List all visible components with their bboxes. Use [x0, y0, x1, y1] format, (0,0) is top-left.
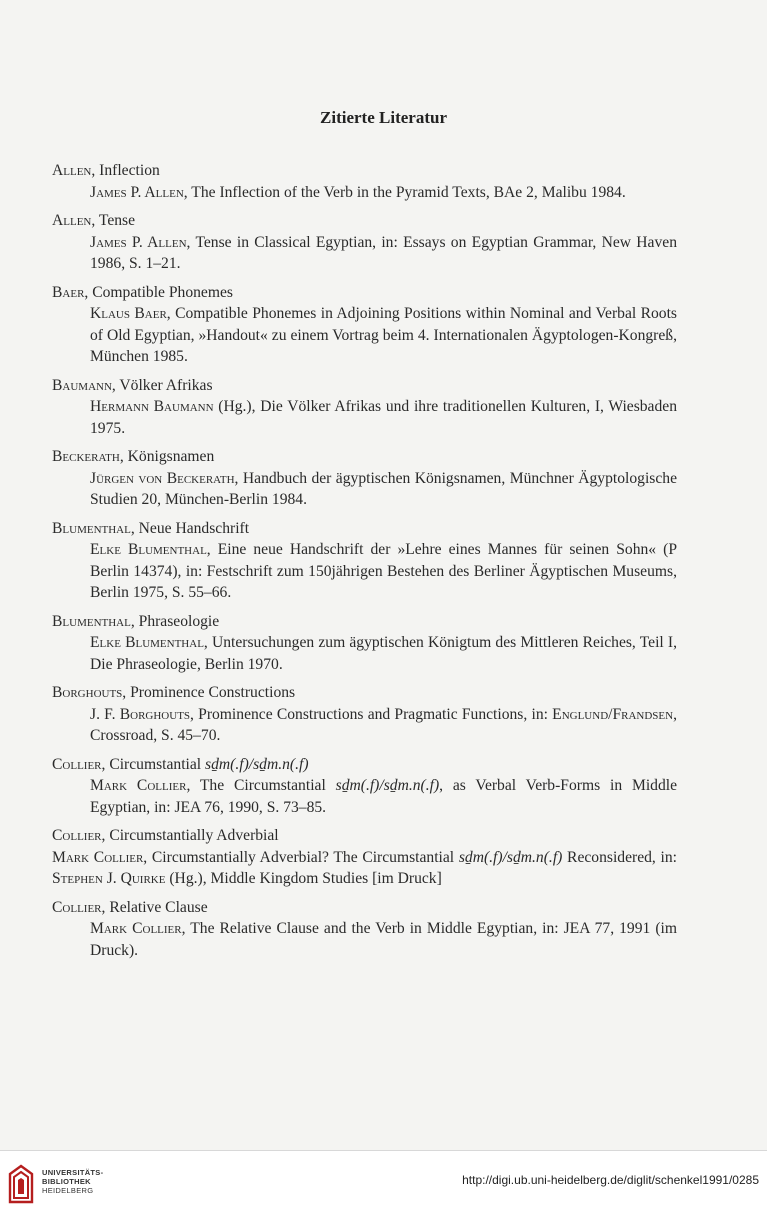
entry-short-title: Blumenthal, Phraseologie	[52, 612, 220, 630]
bibliography-entry	[52, 375, 677, 440]
entry-citation: J. F. Borghouts, Prominence Constructions and Pragmatic Functions, in: Englund/Frandsen, Crossroad, S. 45–70.	[90, 705, 677, 744]
entry-citation: Klaus Baer, Compatible Phonemes in Adjoining Positions within Nominal and Verbal Roots of Old Egyptian, »Handout« zu einem Vortrag beim 4. Internationalen Ägyptologen-Kongreß, München 1985.	[90, 305, 677, 365]
bibliography-entry	[52, 682, 677, 747]
bibliography-entry	[52, 611, 677, 676]
entry-short-title: Allen, Inflection	[52, 162, 160, 179]
library-logo-text	[42, 1168, 103, 1195]
entry-short-title: Baer, Compatible Phonemes	[52, 283, 233, 301]
library-logo-icon	[8, 1164, 34, 1204]
entry-citation: Mark Collier, The Relative Clause and the Verb in Middle Egyptian, in: JEA 77, 1991 (im Druck).	[90, 920, 677, 959]
entry-citation: James P. Allen, Tense in Classical Egyptian, in: Essays on Egyptian Grammar, New Haven 1986, S. 1–21.	[90, 233, 677, 272]
entry-citation: Elke Blumenthal, Untersuchungen zum ägyptischen Königtum des Mittleren Reiches, Teil I, Die Phraseologie, Berlin 1970.	[90, 634, 678, 673]
entry-short-title: Borghouts, Prominence Constructions	[52, 684, 296, 701]
bibliography-entry	[52, 897, 677, 962]
footer-bar	[0, 1150, 767, 1211]
entry-short-title: Collier, Circumstantial sḏm(.f)/sḏm.n(.f)	[52, 755, 309, 773]
entry-short-title: Collier, Relative Clause	[52, 898, 208, 916]
permalink-url[interactable]: http://digi.ub.uni-heidelberg.de/diglit/schenkel1991/0285	[462, 1173, 759, 1187]
logo-line-1: UNIVERSITÄTS-	[42, 1168, 104, 1177]
entry-short-title: Collier, Circumstantially Adverbial	[52, 827, 279, 844]
bibliography-entry	[52, 825, 677, 890]
bibliography-entry	[52, 282, 677, 368]
bibliography-entry	[52, 446, 677, 511]
page-title: Zitierte Literatur	[320, 108, 447, 127]
bibliography-entry	[52, 160, 677, 203]
bibliography-entry	[52, 210, 677, 275]
bibliography-entry	[52, 518, 677, 604]
reference-list	[52, 160, 677, 968]
entry-citation: James P. Allen, The Inflection of the Verb in the Pyramid Texts, BAe 2, Malibu 1984.	[90, 183, 626, 201]
entry-citation: Jürgen von Beckerath, Handbuch der ägyptischen Königsnamen, Münchner Ägyptologische Studien 20, München-Berlin 1984.	[90, 469, 677, 508]
entry-citation: Mark Collier, The Circumstantial sḏm(.f)/sḏm.n(.f), as Verbal Verb-Forms in Middle Egyptian, in: JEA 76, 1990, S. 73–85.	[90, 777, 678, 816]
entry-citation: Hermann Baumann (Hg.), Die Völker Afrikas und ihre traditionellen Kulturen, I, Wiesbaden 1975.	[90, 398, 677, 437]
entry-short-title: Blumenthal, Neue Handschrift	[52, 519, 250, 537]
logo-line-3: HEIDELBERG	[42, 1186, 94, 1195]
entry-short-title: Baumann, Völker Afrikas	[52, 376, 213, 394]
entry-citation: Mark Collier, Circumstantially Adverbial? The Circumstantial sḏm(.f)/sḏm.n(.f) Reconsidered, in: Stephen J. Quirke (Hg.), Middle Kingdom Studies [im Druck]	[52, 848, 677, 887]
entry-short-title: Beckerath, Königsnamen	[52, 448, 215, 465]
bibliography-entry	[52, 754, 677, 819]
logo-line-2: BIBLIOTHEK	[42, 1177, 91, 1186]
entry-citation: Elke Blumenthal, Eine neue Handschrift der »Lehre eines Mannes für seinen Sohn« (P Berlin 14374), in: Festschrift zum 150jährigen Bestehen des Berliner Ägyptischen Museums, Berlin 1975, S. 55–66.	[90, 541, 677, 601]
entry-short-title: Allen, Tense	[52, 212, 136, 229]
